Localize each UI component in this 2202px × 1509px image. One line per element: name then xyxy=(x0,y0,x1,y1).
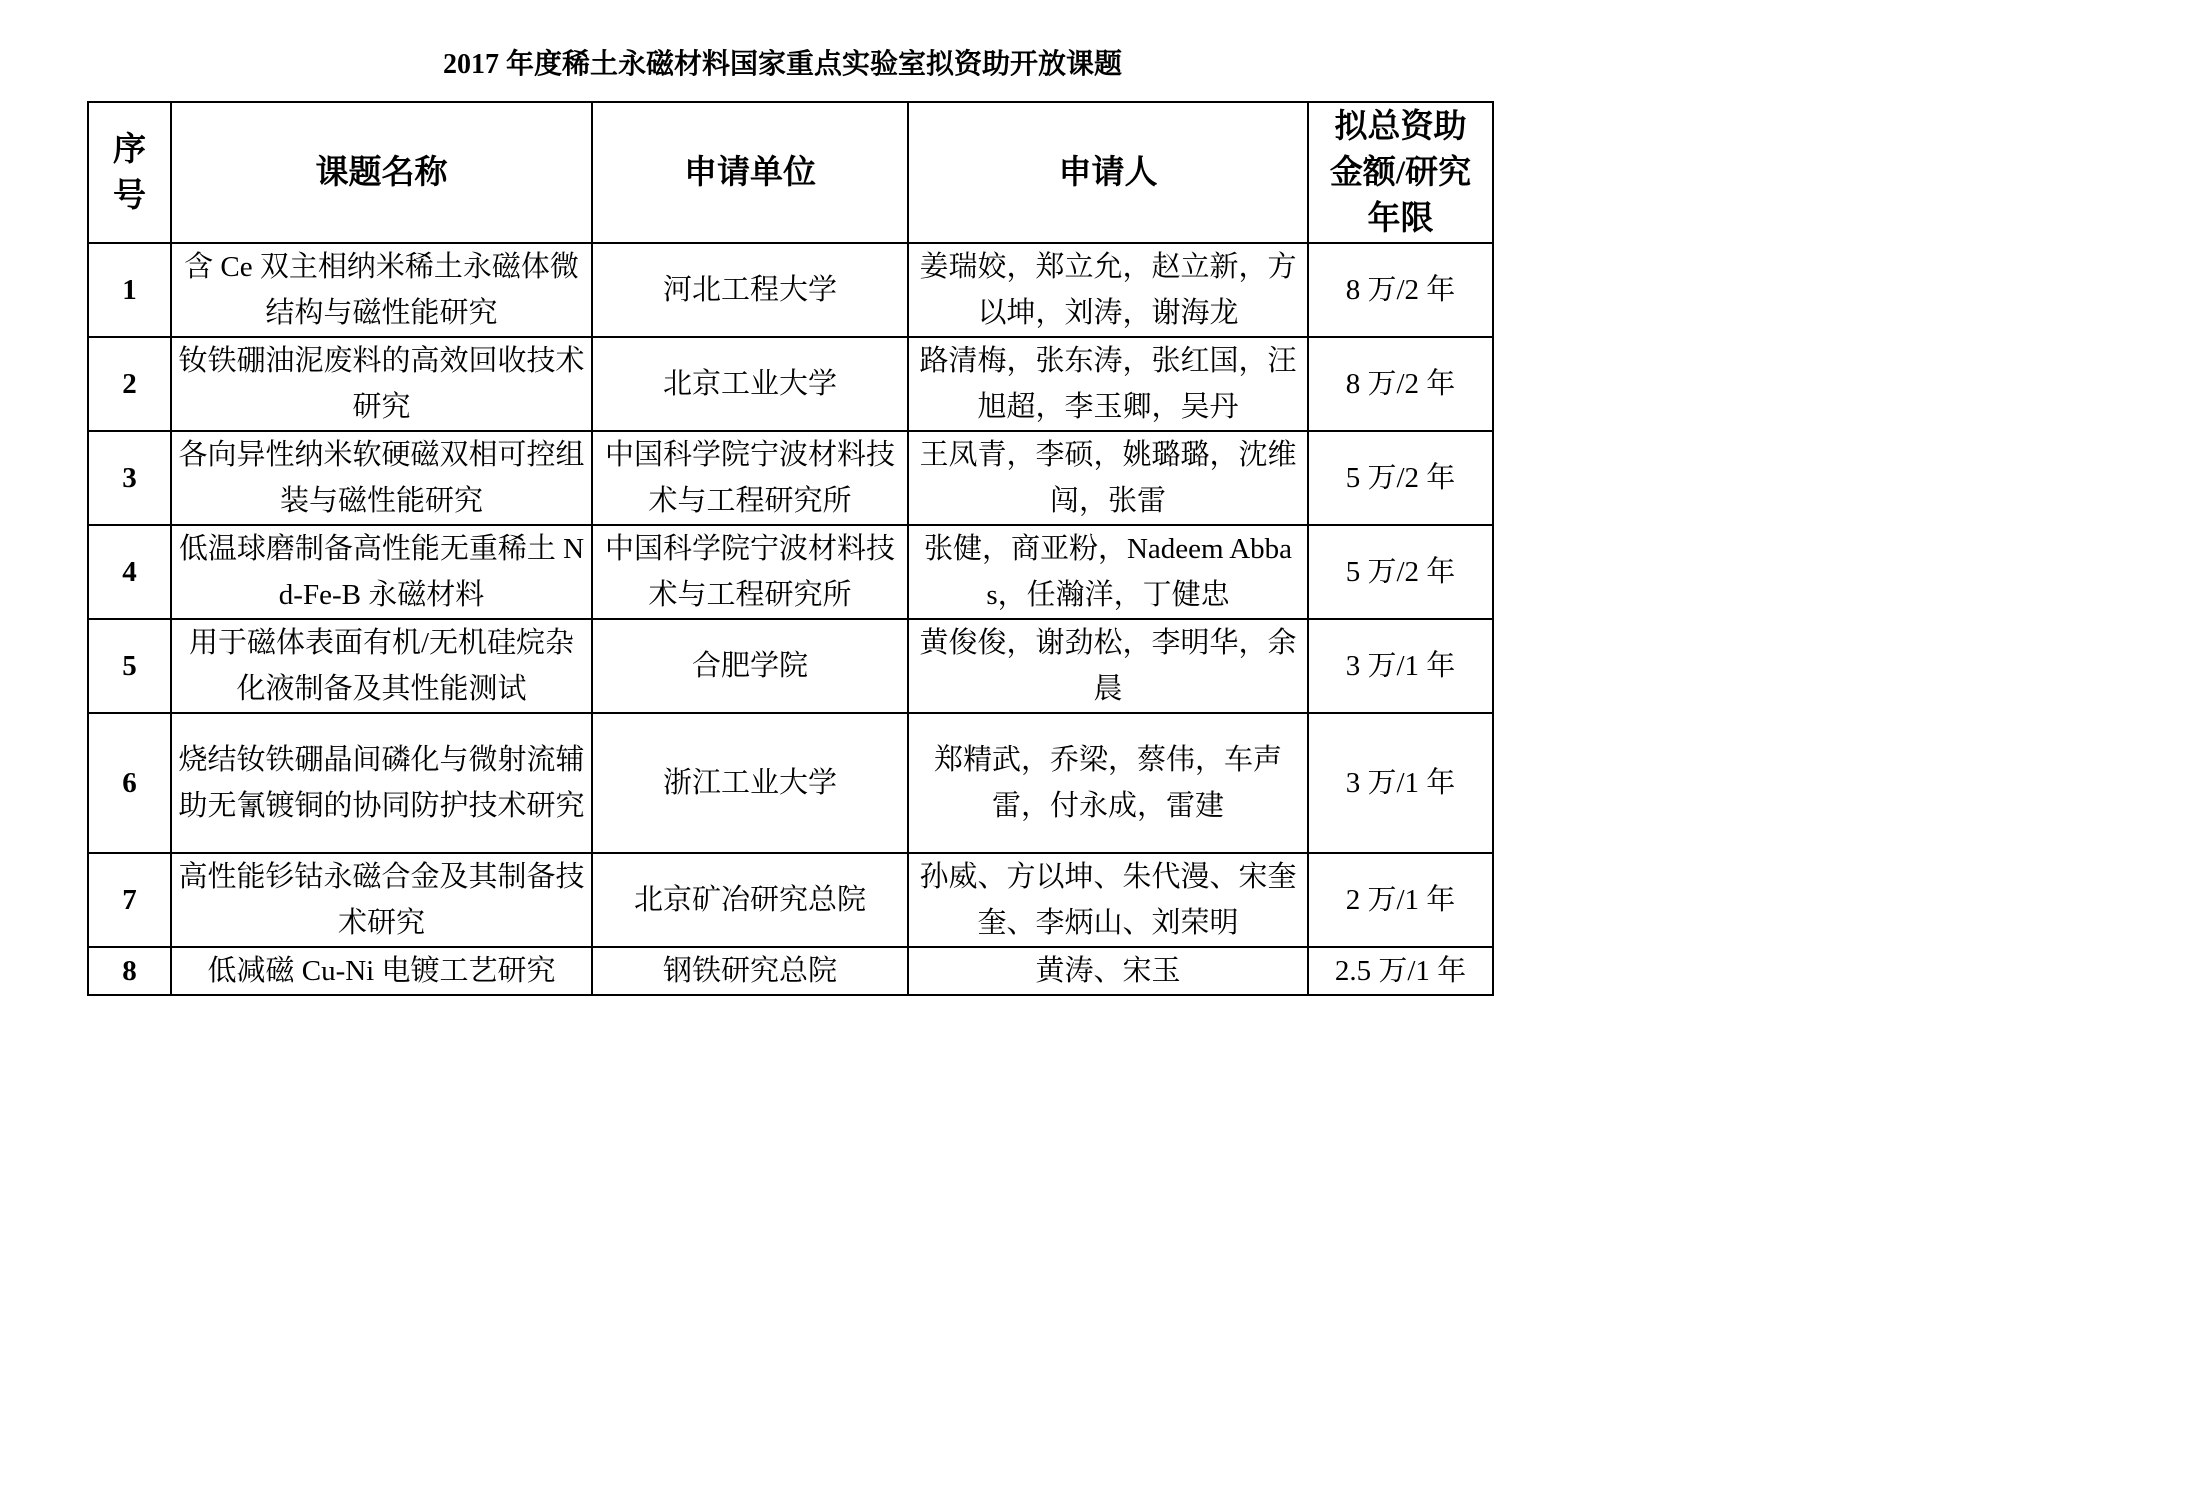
table-row xyxy=(88,619,1493,713)
row-applicants: 郑精武，乔梁，蔡伟，车声雷，付永成，雷建 xyxy=(908,713,1308,853)
header-topic: 课题名称 xyxy=(171,102,592,243)
row-topic: 低温球磨制备高性能无重稀土 Nd-Fe-B 永磁材料 xyxy=(171,525,592,619)
row-applicants: 张健，商亚粉，Nadeem Abbas，任瀚洋，丁健忠 xyxy=(908,525,1308,619)
row-topic: 高性能钐钴永磁合金及其制备技术研究 xyxy=(171,853,592,947)
header-unit: 申请单位 xyxy=(592,102,908,243)
header-funding: 拟总资助金额/研究年限 xyxy=(1308,102,1493,243)
row-funding: 3 万/1 年 xyxy=(1308,619,1493,713)
row-unit: 中国科学院宁波材料技术与工程研究所 xyxy=(592,525,908,619)
row-topic: 含 Ce 双主相纳米稀土永磁体微结构与磁性能研究 xyxy=(171,243,592,337)
row-unit: 浙江工业大学 xyxy=(592,713,908,853)
row-applicants: 黄俊俊，谢劲松，李明华，余晨 xyxy=(908,619,1308,713)
row-topic: 钕铁硼油泥废料的高效回收技术研究 xyxy=(171,337,592,431)
row-funding: 8 万/2 年 xyxy=(1308,243,1493,337)
row-unit: 钢铁研究总院 xyxy=(592,947,908,995)
table-row xyxy=(88,337,1493,431)
row-funding: 2 万/1 年 xyxy=(1308,853,1493,947)
row-applicants: 王凤青，李硕，姚璐璐，沈维闯，张雷 xyxy=(908,431,1308,525)
row-no: 6 xyxy=(88,713,171,853)
row-topic: 用于磁体表面有机/无机硅烷杂化液制备及其性能测试 xyxy=(171,619,592,713)
row-applicants: 姜瑞姣，郑立允，赵立新，方以坤，刘涛，谢海龙 xyxy=(908,243,1308,337)
row-applicants: 孙威、方以坤、朱代漫、宋奎奎、李炳山、刘荣明 xyxy=(908,853,1308,947)
grant-table xyxy=(87,101,1494,996)
row-funding: 8 万/2 年 xyxy=(1308,337,1493,431)
row-topic: 低减磁 Cu-Ni 电镀工艺研究 xyxy=(171,947,592,995)
header-no: 序号 xyxy=(88,102,171,243)
table-row xyxy=(88,853,1493,947)
row-funding: 5 万/2 年 xyxy=(1308,525,1493,619)
table-row xyxy=(88,713,1493,853)
row-funding: 5 万/2 年 xyxy=(1308,431,1493,525)
row-no: 7 xyxy=(88,853,171,947)
row-no: 5 xyxy=(88,619,171,713)
document-title: 2017 年度稀土永磁材料国家重点实验室拟资助开放课题 xyxy=(442,49,1122,80)
row-topic: 烧结钕铁硼晶间磷化与微射流辅助无氰镀铜的协同防护技术研究 xyxy=(171,713,592,853)
row-topic: 各向异性纳米软硬磁双相可控组装与磁性能研究 xyxy=(171,431,592,525)
table-row xyxy=(88,525,1493,619)
table-row xyxy=(88,243,1493,337)
row-unit: 合肥学院 xyxy=(592,619,908,713)
row-unit: 中国科学院宁波材料技术与工程研究所 xyxy=(592,431,908,525)
row-unit: 北京矿冶研究总院 xyxy=(592,853,908,947)
row-no: 8 xyxy=(88,947,171,995)
row-funding: 2.5 万/1 年 xyxy=(1308,947,1493,995)
row-no: 1 xyxy=(88,243,171,337)
row-no: 2 xyxy=(88,337,171,431)
table-row xyxy=(88,947,1493,995)
row-funding: 3 万/1 年 xyxy=(1308,713,1493,853)
row-applicants: 黄涛、宋玉 xyxy=(908,947,1308,995)
row-no: 4 xyxy=(88,525,171,619)
header-applicants: 申请人 xyxy=(908,102,1308,243)
row-unit: 河北工程大学 xyxy=(592,243,908,337)
row-applicants: 路清梅，张东涛，张红国，汪旭超，李玉卿，吴丹 xyxy=(908,337,1308,431)
row-no: 3 xyxy=(88,431,171,525)
table-header-row xyxy=(88,102,1493,243)
table-row xyxy=(88,431,1493,525)
row-unit: 北京工业大学 xyxy=(592,337,908,431)
